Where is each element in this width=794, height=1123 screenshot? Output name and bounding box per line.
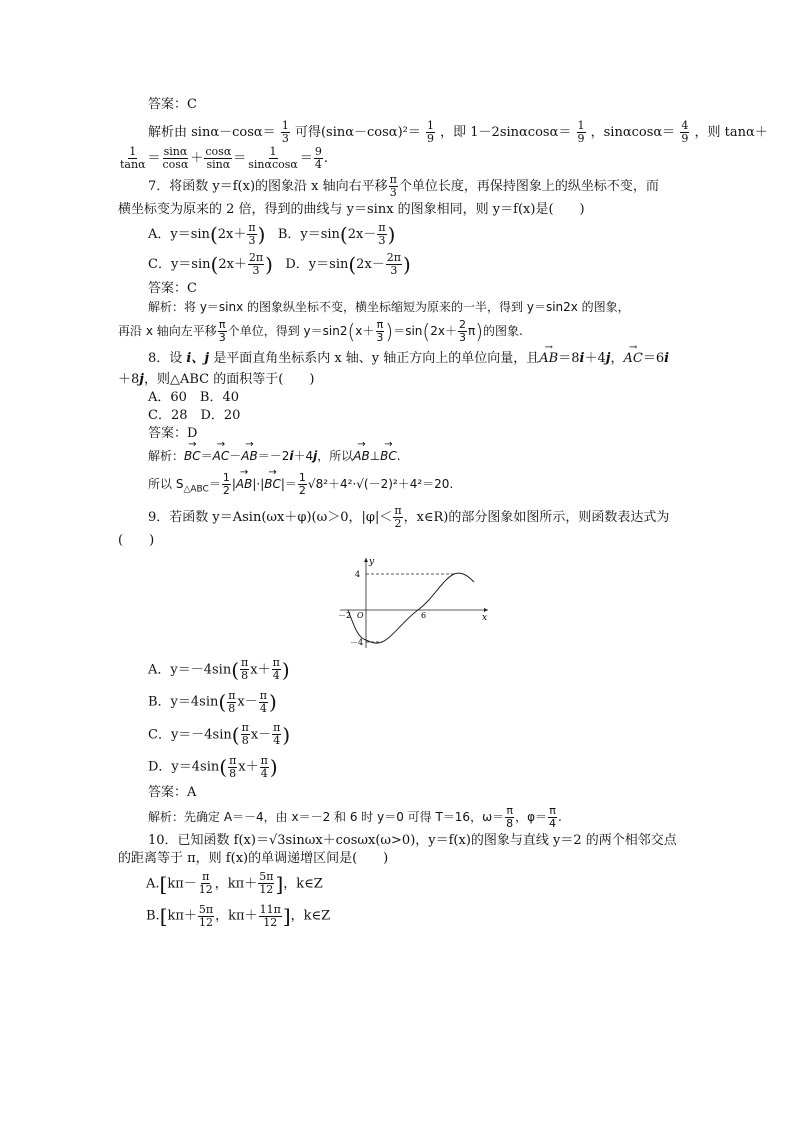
q7-options-ab [118,219,684,250]
q9-explanation: 解析：先确定 A＝－4，由 x＝－2 和 6 时 y＝0 可得 T＝16，ω＝ $\frac{\pi}{8}$ ，φ＝ $\frac{\pi}{4}$ . [148,803,562,830]
q7-option-a[interactable]: A．y＝sin(2x＋ $\frac{\pi}{3}$ ) [148,220,266,247]
origin-label: O [357,610,364,620]
q9-answer: 答案：A [148,784,197,800]
tick-label-minus4: －4 [350,637,364,647]
q8-stem-line1: 8．设 i、j 是平面直角坐标系内 x 轴、y 轴正方向上的单位向量，且→ AB＝8i＋4j，→ AC＝6i [118,347,684,371]
q7-explanation-line1: 解析：将 y＝sinx 的图象纵坐标不变，横坐标缩短为原来的一半，得到 y＝sin2x 的图象， [148,300,630,314]
q10-option-a[interactable]: A.[kπ－ $\frac{\pi}{12}$ ，kπ＋ $\frac{5\pi}{12}$ ]，k∈Z [146,870,323,897]
document-page [118,96,768,933]
q8-options-cd[interactable]: C．28 D．20 [148,407,241,423]
q10-stem-line1: 10．已知函数 f(x)＝√3sinωx＋cosωx(ω>0)，y＝f(x)的图象与直线 y＝2 的两个相邻交点 [148,832,677,848]
y-axis-arrow [364,558,368,562]
q8-explanation-line1: 解析：→ BC＝→ AC－→ AB＝－2i＋4j，所以→ AB⊥→ BC. [118,443,684,469]
q7-stem-line2: 横坐标变为原来的 2 倍，得到的曲线与 y＝sinx 的图象相同，则 y＝f(x)是( ) [118,202,585,217]
q7-option-b[interactable]: B．y＝sin(2x－ $\frac{\pi}{3}$ ) [277,220,396,247]
tick-label-6: 6 [421,610,427,620]
tick-label-4: 4 [355,569,361,579]
q8-options-ab[interactable]: A．60 B．40 [148,389,240,405]
q9-option-c[interactable]: C．y＝－4sin( $\frac{\pi}{8}$ x－ $\frac{\pi}{4}$ ) [148,721,291,748]
q7-option-d[interactable]: D．y＝sin(2x－ $\frac{2\pi}{3}$ ) [285,251,411,277]
y-axis-label: y [369,556,375,567]
q6-answer: 答案：C [148,97,197,112]
q9-stem-line2: ( ) [118,532,155,548]
fraction: $\frac{1}{9}$ [577,119,585,145]
q7-stem-line1: 7．将函数 y＝f(x)的图象沿 x 轴向右平移 $\frac{\pi}{3}$ 个单位长度，再保持图象上的纵坐标不变，而 [148,173,659,199]
q7-options-cd [118,250,684,281]
q9-option-b[interactable]: B．y＝4sin( $\frac{\pi}{8}$ x－ $\frac{\pi}{4}$ ) [148,688,277,715]
q8-explanation-line2: 所以 $S_{\triangle ABC}=$ $\frac{1}{2}$ |→ AB|·|→ BC|＝ $\frac{1}{2}$ √8²＋4²·√(－2)²＋4²＝20. [118,469,684,504]
fraction: $\frac{1}{9}$ [427,119,434,145]
sine-curve [348,573,474,643]
q10-option-b[interactable]: B.[kπ＋ $\frac{5\pi}{12}$ ，kπ＋ $\frac{11\pi}{12}$ ]，k∈Z [146,902,331,929]
q9-stem-line1: 9．若函数 y＝Asin(ωx＋φ)(ω＞0，|φ|＜ $\frac{\pi}{2}$ ，x∈R)的部分图象如图所示，则函数表达式为 [148,503,670,530]
fraction: $\frac{1}{3}$ [281,119,289,145]
q9-option-d[interactable]: D．y＝4sin( $\frac{\pi}{8}$ x＋ $\frac{\pi}{4}$ ) [148,753,278,780]
q9-option-a[interactable]: A．y＝－4sin( $\frac{\pi}{8}$ x＋ $\frac{\pi}{4}$ ) [148,656,290,683]
x-axis-arrow [484,608,488,612]
q7-option-c[interactable]: C．y＝sin(2x＋ $\frac{2\pi}{3}$ ) [148,251,273,277]
fraction: $\frac{4}{9}$ [681,119,689,145]
sine-curve-figure [336,554,496,650]
q10-stem-line2: 的距离等于 π，则 f(x)的单调递增区间是( ) [118,850,389,866]
q9-function-graph [336,554,496,650]
q8-answer: 答案：D [148,425,198,441]
q6-explanation-line2: $\frac{1}{\tan\alpha}$ ＝ $\frac{\sin\alpha}{\cos\alpha}$ ＋ $\frac{\cos\alpha}{\sin\alpha}$ ＝ $\frac{1}{\sin\alpha\cos\alpha}$ ＝ $\frac{9}{4}$ . [120,145,328,171]
q7-answer: 答案：C [148,281,197,296]
tick-label-minus2: －2 [338,610,352,620]
q6-explanation-line1: 解析由 sinα－cosα＝ $\frac{1}{3}$ 可得(sinα－cosα)²＝ $\frac{1}{9}$ ，即 1－2sinαcosα＝ $\frac{1}{9}$ ，sinαcosα＝ $\frac{4}{9}$ ，则 tanα＋ [148,119,768,145]
q7-explanation-line2: 再沿 x 轴向左平移 $\frac{\pi}{3}$ 个单位，得到 y＝sin2(x＋ $\frac{\pi}{3}$ )＝sin(2x＋ $\frac{2}{3}$ π)的图象. [118,318,523,344]
x-axis-label: x [482,612,488,623]
q8-stem-line2: ＋8j，则△ABC 的面积等于( ) [118,371,315,387]
